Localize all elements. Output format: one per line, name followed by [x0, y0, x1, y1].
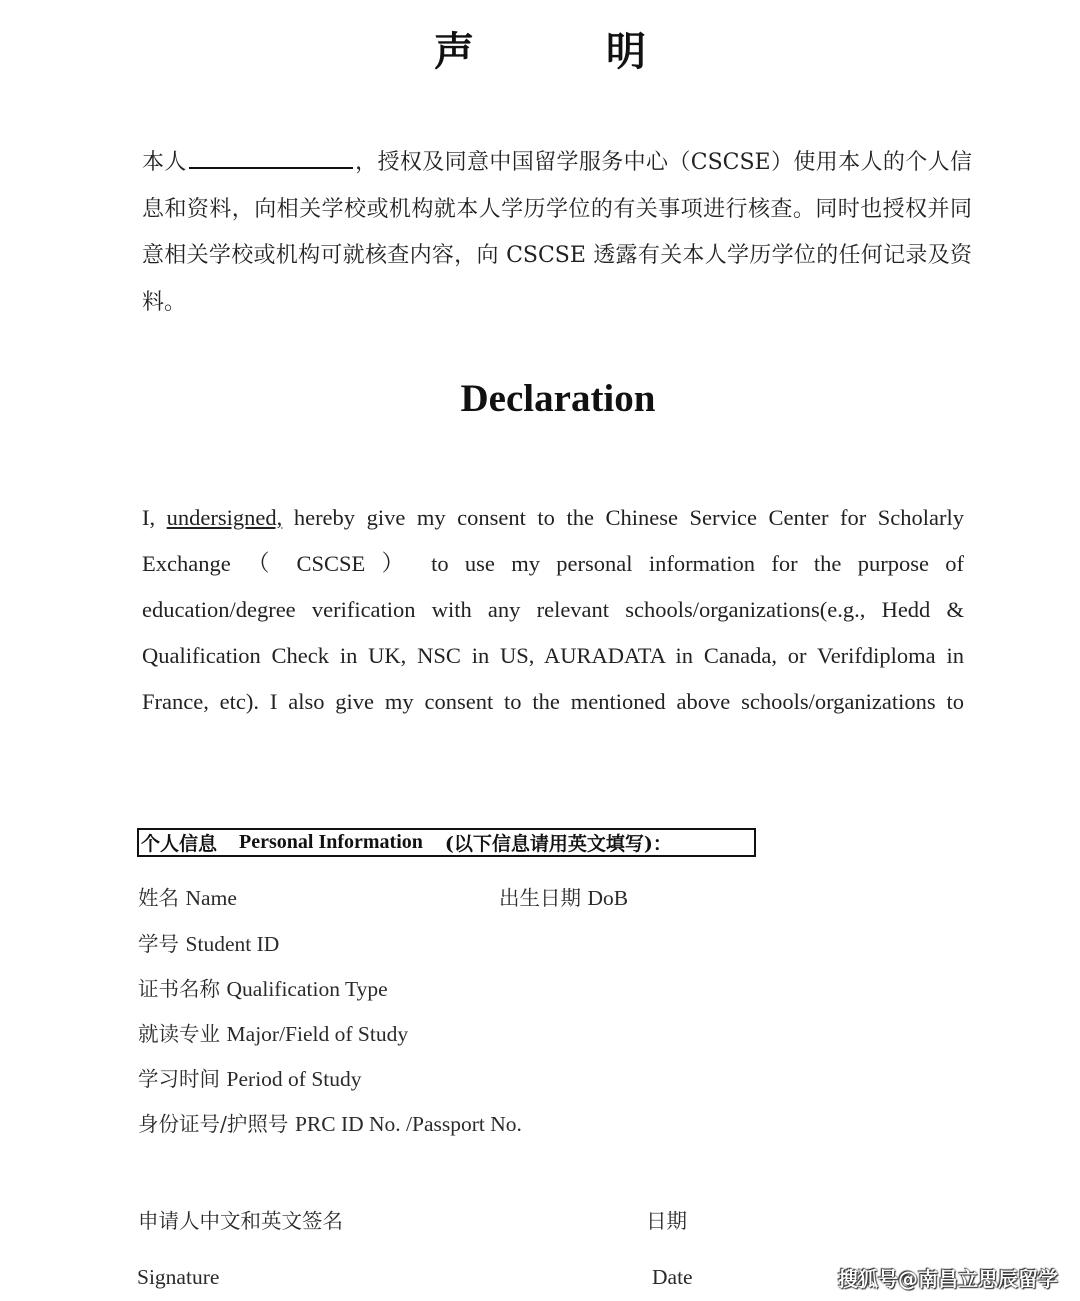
field-name: [138, 881, 237, 911]
date-label-en: [652, 1265, 693, 1290]
field-major-en: Major/Field of Study: [226, 1022, 409, 1046]
signature-label-en: [137, 1265, 219, 1290]
field-qualification-cn: 证书名称: [138, 977, 220, 1001]
field-dob-en: DoB: [587, 886, 629, 910]
field-period-of-study: [138, 1062, 362, 1092]
field-student-id-cn: 学号: [138, 932, 179, 956]
field-id-passport: [138, 1107, 522, 1137]
english-title: Declaration: [460, 377, 656, 420]
field-major: [138, 1017, 408, 1047]
field-dob-cn: 出生日期: [499, 886, 581, 910]
field-qualification-en: Qualification Type: [226, 977, 388, 1001]
field-dob: [499, 881, 628, 911]
field-name-cn: 姓名: [138, 886, 179, 910]
chinese-paragraph: [142, 140, 972, 326]
personal-info-header: [137, 828, 756, 857]
field-student-id-en: Student ID: [185, 932, 280, 956]
field-major-cn: 就读专业: [138, 1022, 220, 1046]
chinese-paragraph-prefix: 本人: [142, 150, 187, 175]
signature-label-cn: 申请人中文和英文签名: [138, 1209, 343, 1233]
field-student-id: [138, 927, 279, 957]
english-paragraph-start: I,: [142, 505, 156, 530]
english-paragraph: [142, 495, 964, 725]
name-blank-line: [189, 147, 353, 169]
field-id-en: PRC ID No. /Passport No.: [294, 1112, 522, 1136]
field-qualification-type: [138, 972, 388, 1002]
field-id-cn: 身份证号/护照号: [138, 1112, 289, 1136]
english-paragraph-rest: hereby give my consent to the Chinese Service Center for Scholarly Exchange （ CSCSE ） to use my personal information for the purpose of education/degree verification with any relevant schools/organizations(e.g., Hedd & Qualification Check in UK, NSC in US, AURADATA in Canada, or Verifdiploma in France, etc). I also give my consent to the mentioned above schools/organizations to: [142, 505, 965, 714]
signature-label-en-text: Signature: [137, 1265, 220, 1289]
undersigned-word: undersigned,: [166, 505, 283, 530]
watermark-text: 搜狐号@南昌立思辰留学: [838, 1267, 1058, 1291]
field-period-cn: 学习时间: [138, 1067, 220, 1091]
date-label-cn: 日期: [646, 1209, 687, 1233]
field-name-en: Name: [185, 886, 237, 910]
date-label-en-text: Date: [652, 1265, 693, 1289]
chinese-title: 声 明: [434, 28, 692, 75]
field-period-en: Period of Study: [226, 1067, 362, 1091]
personal-info-header-cn: 个人信息: [141, 833, 218, 855]
personal-info-header-note: (以下信息请用英文填写)：: [444, 833, 672, 855]
chinese-paragraph-body: ，授权及同意中国留学服务中心（CSCSE）使用本人的个人信息和资料，向相关学校或机构就本人学历学位的有关事项进行核查。同时也授权并同意相关学校或机构可就核查内容，向 CSCSE 透露有关本人学历学位的任何记录及资料。: [142, 150, 972, 315]
personal-info-header-en: Personal Information: [239, 831, 423, 853]
